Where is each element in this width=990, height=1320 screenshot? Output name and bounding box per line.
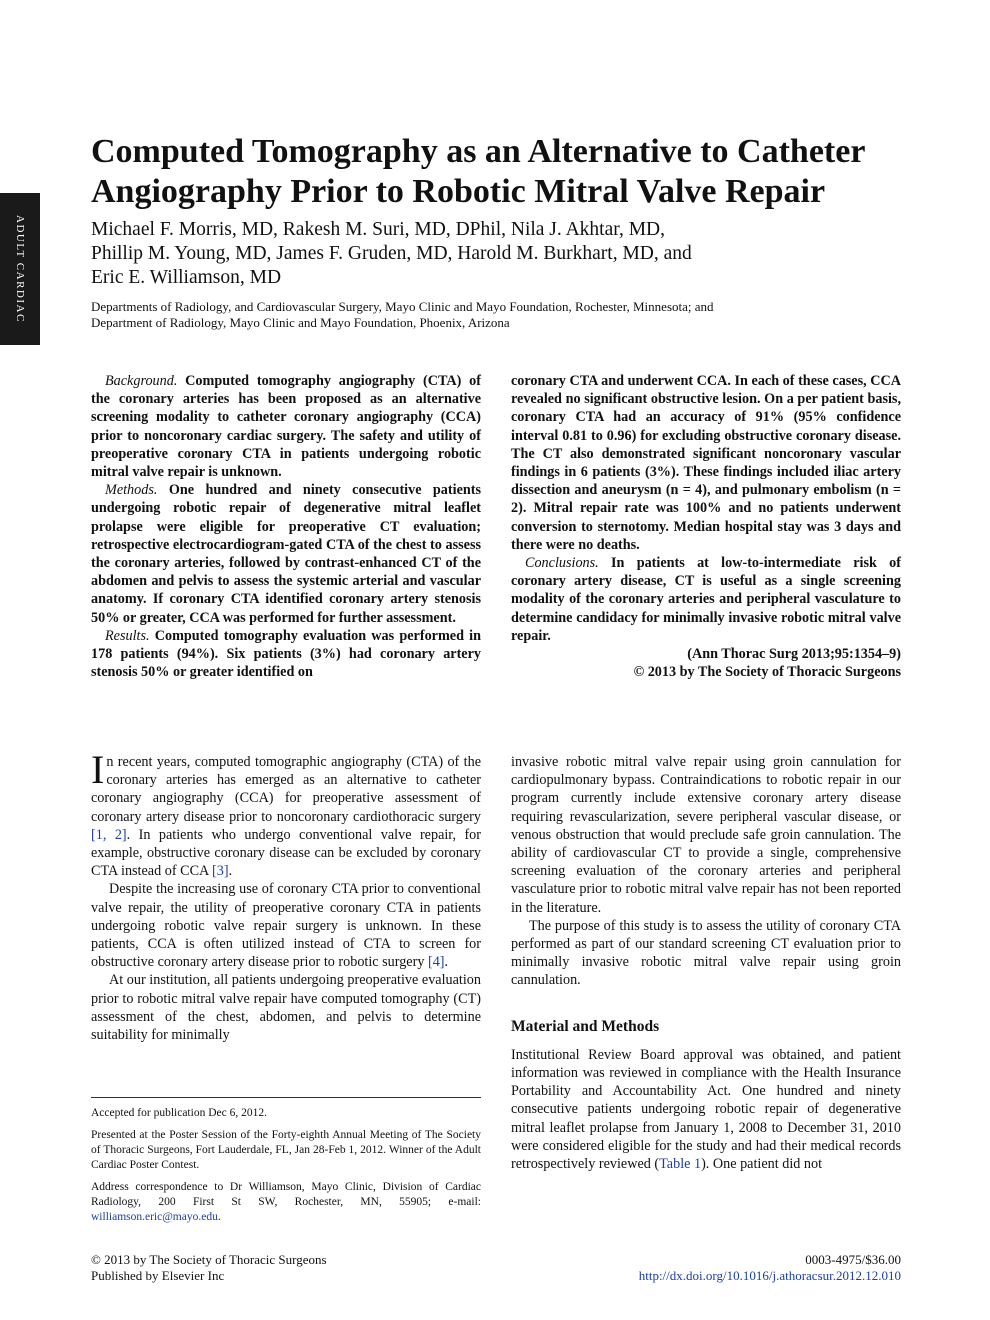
journal-citation: (Ann Thorac Surg 2013;95:1354–9) bbox=[687, 646, 901, 663]
conclusions-text: In patients at low-to-intermediate risk of coronary artery disease, CT is useful as a single screening modality of the coronary arteries and peripheral vasculature to determine candidacy for minimally invasive robotic mitral valve repair. bbox=[511, 555, 901, 644]
abstract-results bbox=[91, 627, 481, 682]
footer-copyright: © 2013 by The Society of Thoracic Surgeons bbox=[91, 1252, 327, 1267]
intro-paragraph-1 bbox=[91, 747, 482, 880]
intro-p2-text-a: Despite the increasing use of coronary CTA prior to conventional valve repair, the utility of preoperative coronary CTA in patients undergoing robotic valve repair surgery is unknown. In these patients, CCA is often utilized instead of CTA to screen for obstructive coronary artery disease prior to robotic surgery bbox=[91, 881, 481, 971]
abstract-background bbox=[91, 372, 481, 481]
section-side-tab bbox=[0, 193, 40, 345]
abstract-results-continued bbox=[511, 372, 901, 554]
affiliations bbox=[91, 299, 911, 331]
methods-label: Methods. bbox=[105, 482, 158, 499]
abstract-right-column bbox=[511, 372, 901, 681]
footnote-presented: Presented at the Poster Session of the Forty-eighth Annual Meeting of The Society of Thoracic Surgeons, Fort Lauderdale, FL, Jan 28-Feb 1, 2012. Winner of the Adult Cardiac Poster Contest. bbox=[91, 1129, 481, 1171]
address-end: . bbox=[217, 1211, 221, 1223]
article-title bbox=[91, 132, 911, 212]
intro-paragraph-4 bbox=[511, 917, 901, 990]
footer-publisher: Published by Elsevier Inc bbox=[91, 1267, 225, 1283]
table-1-link[interactable]: Table 1 bbox=[659, 1156, 702, 1173]
intro-p3-text-a: At our institution, all patients undergoing preoperative evaluation prior to robotic mitral valve repair have computed tomography (CT) assessment of the chest, abdomen, and pelvis to determine suitability for minimally bbox=[91, 972, 481, 1044]
abstract-methods bbox=[91, 481, 481, 627]
results-text-part-2: coronary CTA and underwent CCA. In each of these cases, CCA revealed no significant obstructive lesion. On a per patient basis, coronary CTA had an accuracy of 91% (95% confidence interval 0.81 to 0.96) for excluding obstructive coronary disease. The CT also demonstrated significant noncoronary vascular findings in 6 patients (3%). These findings included iliac artery dissection and aneurysm (n = 4), and pulmonary embolism (n = 2). Mitral repair rate was 100% and no patients underwent conversion to sternotomy. Median hospital stay was 3 days and there were no deaths. bbox=[511, 373, 901, 553]
footnote-accepted: Accepted for publication Dec 6, 2012. bbox=[91, 1107, 267, 1119]
methods-text: One hundred and ninety consecutive patients undergoing robotic repair of degenerative mitral leaflet prolapse were eligible for preoperative CT evaluation; retrospective electrocardiogram-gated CTA of the chest to assess the coronary arteries, followed by contrast-enhanced CT of the abdomen and pelvis to assess the systemic arterial and vascular anatomy. If coronary CTA identified coronary artery stenosis 50% or greater, CCA was performed for further assessment. bbox=[91, 482, 481, 626]
doi-link[interactable]: http://dx.doi.org/10.1016/j.athoracsur.2012.12.010 bbox=[638, 1267, 901, 1283]
methods-paragraph-1 bbox=[511, 1046, 901, 1173]
address-text: Address correspondence to Dr Williamson, Mayo Clinic, Division of Cardiac Radiology, 200 First St SW, Rochester, MN, 55905; e-mail: bbox=[91, 1181, 481, 1208]
title-line-2: Angiography Prior to Robotic Mitral Valve Repair bbox=[91, 173, 826, 210]
drop-cap: I bbox=[91, 747, 105, 792]
affiliation-line-1: Departments of Radiology, and Cardiovascular Surgery, Mayo Clinic and Mayo Foundation, Rochester, Minnesota; and bbox=[91, 299, 714, 314]
body-left-column bbox=[91, 747, 482, 1044]
abstract-conclusions bbox=[511, 554, 901, 645]
intro-p1-text-a: n recent years, computed tomographic angiography (CTA) of the coronary arteries has emerged as an alternative to catheter coronary angiography (CCA) for preoperative assessment of coronary artery disease prior to noncoronary cardiothoracic surgery bbox=[91, 754, 481, 825]
intro-paragraph-3-continued bbox=[511, 753, 901, 917]
footer-right bbox=[639, 1252, 901, 1283]
affiliation-line-2: Department of Radiology, Mayo Clinic and Mayo Foundation, Phoenix, Arizona bbox=[91, 315, 510, 330]
background-label: Background. bbox=[105, 373, 178, 389]
intro-p4-text: The purpose of this study is to assess the utility of coronary CTA performed as part of our standard screening CT evaluation prior to minimally invasive robotic mitral valve repair using groin cannulation. bbox=[511, 917, 901, 989]
title-line-1: Computed Tomography as an Alternative to Catheter bbox=[91, 133, 866, 170]
author-line-1: Michael F. Morris, MD, Rakesh M. Suri, MD, DPhil, Nila J. Akhtar, MD, bbox=[91, 219, 665, 240]
methods-section-heading: Material and Methods bbox=[511, 1017, 660, 1035]
methods-p1-text-b: ). One patient did not bbox=[701, 1156, 823, 1173]
intro-paragraph-2 bbox=[91, 880, 481, 971]
conclusions-label: Conclusions. bbox=[525, 555, 599, 572]
body-right-column bbox=[511, 753, 901, 1173]
reference-link-1-2[interactable]: [1, 2] bbox=[91, 826, 127, 843]
reference-link-3[interactable]: [3] bbox=[212, 863, 229, 880]
intro-p1-text-c: . bbox=[228, 863, 233, 880]
author-line-3: Eric E. Williamson, MD bbox=[91, 267, 282, 288]
background-text: Computed tomography angiography (CTA) of the coronary arteries has been proposed as an alternative screening modality to catheter coronary angiography (CCA) prior to noncoronary cardiac surgery. The safety and utility of preoperative coronary CTA in patients undergoing robotic mitral valve repair is unknown. bbox=[91, 373, 481, 481]
footer-issn-price: 0003-4975/$36.00 bbox=[805, 1252, 901, 1267]
footnotes bbox=[91, 1097, 481, 1232]
reference-link-4[interactable]: [4] bbox=[427, 954, 445, 971]
author-line-2: Phillip M. Young, MD, James F. Gruden, MD, Harold M. Burkhart, MD, and bbox=[91, 243, 692, 264]
intro-p1-text-b: . In patients who undergo conventional valve repair, for example, obstructive coronary disease can be excluded by coronary CTA instead of CCA bbox=[91, 826, 482, 880]
correspondence-email-link[interactable]: williamson.eric@mayo.edu bbox=[91, 1211, 218, 1223]
author-list bbox=[91, 218, 911, 290]
footnote-address bbox=[91, 1180, 481, 1225]
intro-p3-text-b: invasive robotic mitral valve repair using groin cannulation for cardiopulmonary bypass. Contraindications to robotic repair in our program currently include extensive coronary artery disease requiring revascularization, severe peripheral vascular disease, or venous obstruction that would preclude safe groin cannulation. The ability of cardiovascular CT to provide a single, comprehensive screening evaluation of the coronary arteries and peripheral vasculature prior to robotic mitral valve repair has not been reported in the literature. bbox=[511, 754, 901, 916]
abstract-copyright: © 2013 by The Society of Thoracic Surgeons bbox=[633, 664, 901, 681]
intro-paragraph-3 bbox=[91, 971, 481, 1044]
footer-left bbox=[91, 1252, 327, 1283]
results-label: Results. bbox=[105, 627, 150, 644]
side-tab-label: ADULT CARDIAC bbox=[14, 215, 26, 323]
results-text-part-1: Computed tomography evaluation was performed in 178 patients (94%). Six patients (3%) had coronary artery stenosis 50% or greater identified on bbox=[91, 627, 481, 681]
methods-p1-text-a: Institutional Review Board approval was obtained, and patient information was reviewed in compliance with the Health Insurance Portability and Accountability Act. One hundred and ninety consecutive patients undergoing robotic repair of degenerative mitral leaflet prolapse from January 1, 2008 to December 31, 2010 were considered eligible for the study and had their medical records retrospectively reviewed ( bbox=[511, 1046, 901, 1173]
intro-p2-text-b: . bbox=[444, 954, 449, 971]
abstract-left-column bbox=[91, 372, 481, 681]
